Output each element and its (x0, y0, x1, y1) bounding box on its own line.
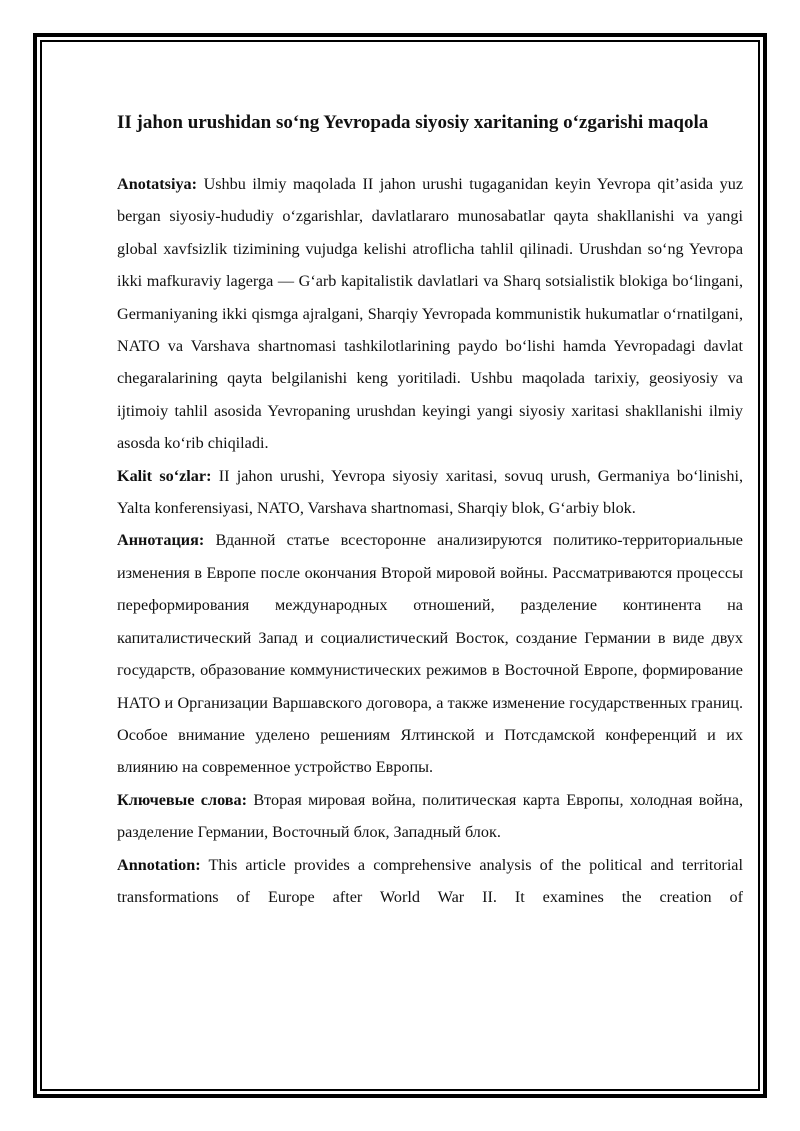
keywords-russian (117, 784, 743, 849)
abstract-russian-label: Аннотация: (117, 531, 205, 550)
keywords-russian-text: Вторая мировая война, политическая карта Европы, холодная война, разделение Германии, Восточный блок, Западный блок. (117, 790, 743, 842)
abstract-russian-text: Вданной статье всесторонне анализируются политико-территориальные изменения в Европе после окончания Второй мировой войны. Рассматриваются процессы переформирования международных отношений, разделение континента на капиталистический Запад и социалистический Восток, создание Германии в виде двух государств, образование коммунистических режимов в Восточной Европе, формирование НАТО и Организации Варшавского договора, а также изменение государственных границ. Особое внимание уделено решениям Ялтинской и Потсдамской конференций и их влиянию на современное устройство Европы. (117, 531, 743, 777)
article-title: II jahon urushidan so‘ng Yevropada siyosiy xaritaning o‘zgarishi maqola (117, 112, 709, 133)
abstract-uzbek-text: Ushbu ilmiy maqolada II jahon urushi tugaganidan keyin Yevropa qit’asida yuz bergan siyosiy-hududiy o‘zgarishlar, davlatlararo munosabatlar qayta shakllanishi va yangi global xavfsizlik tizimining vujudga kelishi atroflicha tahlil qilinadi. Urushdan so‘ng Yevropa ikki mafkuraviy lagerga — G‘arb kapitalistik davlatlari va Sharq sotsialistik blokiga bo‘lingani, Germaniyaning ikki qismga ajralgani, Sharqiy Yevropada kommunistik hukumatlar o‘rnatilgani, NATO va Varshava shartnomasi tashkilotlarining paydo bo‘lishi hamda Yevropadagi davlat chegaralarining qayta belgilanishi keng yoritiladi. Ushbu maqolada tarixiy, geosiyosiy va ijtimoiy tahlil asosida Yevropaning urushdan keyingi yangi siyosiy xaritasi shakllanishi ilmiy asosda ko‘rib chiqiladi. (117, 175, 743, 453)
keywords-uzbek-text: II jahon urushi, Yevropa siyosiy xaritasi, sovuq urush, Germaniya bo‘linishi, Yalta konferensiyasi, NATO, Varshava shartnomasi, Sharqiy blok, G‘arbiy blok. (117, 466, 743, 518)
abstract-english-label: Annotation: (117, 855, 201, 874)
abstract-russian (117, 524, 743, 783)
keywords-uzbek-label: Kalit so‘zlar: (117, 466, 212, 485)
abstract-uzbek (117, 168, 743, 460)
abstract-uzbek-label: Anotatsiya: (117, 175, 198, 193)
abstract-english (117, 849, 743, 914)
abstract-english-text: This article provides a comprehensive analysis of the political and territorial transformations of Europe after World War II. It examines the creation of (117, 855, 743, 906)
article-body (117, 108, 743, 913)
keywords-russian-label: Ключевые слова: (117, 790, 247, 809)
keywords-uzbek (117, 460, 743, 525)
